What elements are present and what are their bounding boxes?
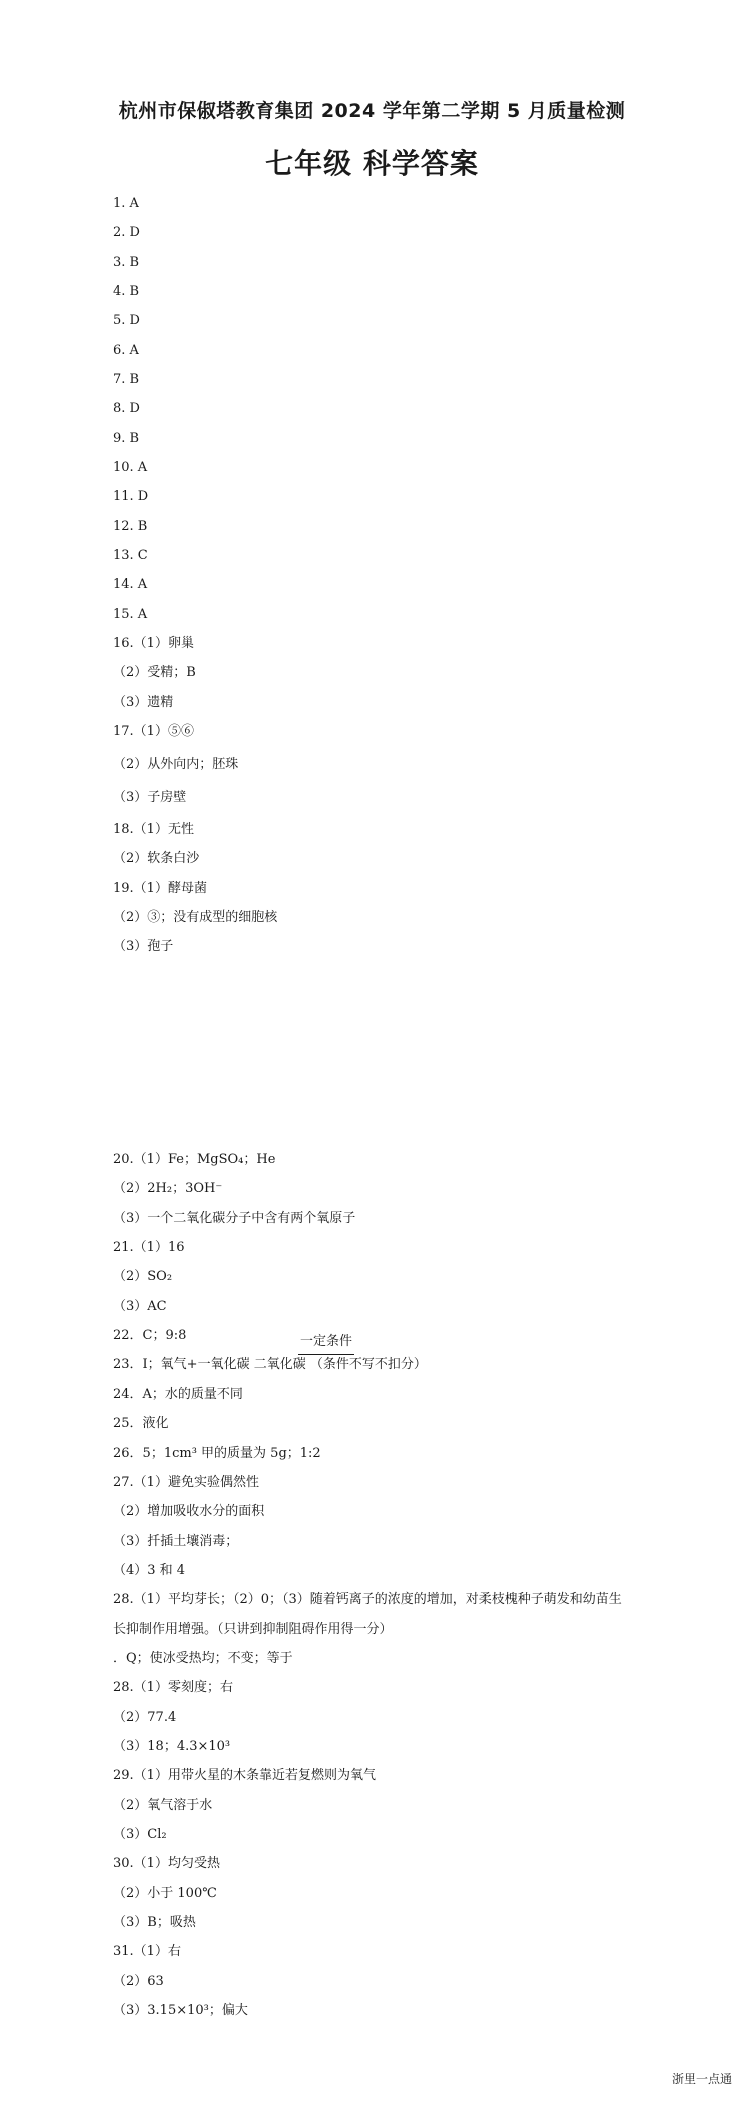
footer-watermark: 浙里一点通 [671,2072,732,2086]
answer-line: （3）子房壁 [113,790,187,805]
answer-line: 9. B [113,431,140,446]
answer-line: （3）一个二氧化碳分子中含有两个氧原子 [113,1211,356,1226]
answer-line: 15. A [113,607,148,622]
answer-line: 17.（1）⑤⑥ [113,724,194,739]
answer-line: 13. C [113,548,148,563]
answer-line: 18.（1）无性 [113,822,194,837]
answer-line: 28.（1）平均芽长；（2）0；（3）随着钙离子的浓度的增加，对柔枝槐种子萌发和幼苗生 [113,1592,622,1607]
answer-line: （3）3.15×10³；偏大 [113,2003,248,2018]
answer-line: 24．A；水的质量不同 [113,1387,243,1402]
answer-line: 28.（1）零刻度；右 [113,1680,233,1695]
answer-line: （2）小于 100℃ [113,1886,217,1901]
answer-line: 12. B [113,519,148,534]
answer-line: 3. B [113,255,140,270]
reaction-condition [296,1334,356,1350]
answer-line: 29.（1）用带火星的木条靠近若复燃则为氧气 [113,1768,376,1783]
answer-line: 31.（1）右 [113,1944,181,1959]
answer-line: 6. A [113,343,139,358]
answer-line: 20.（1）Fe；MgSO₄；He [113,1152,276,1167]
answer-line: 27.（1）避免实验偶然性 [113,1475,259,1490]
answer-line: 1. A [113,196,139,211]
answer-line: 21.（1）16 [113,1240,185,1255]
answer-line: 10. A [113,460,148,475]
answer-line: 16.（1）卵巢 [113,636,194,651]
answer-line: 30.（1）均匀受热 [113,1856,220,1871]
answer-line: （2）2H₂；3OH⁻ [113,1181,223,1196]
answer-line: 11. D [113,489,149,504]
reaction-condition-label: 一定条件 [299,1334,352,1349]
answer-line: 8. D [113,401,140,416]
answer-line: （3）AC [113,1299,167,1314]
answer-line: （3）孢子 [113,939,174,954]
answer-line: 26．5；1cm³ 甲的质量为 5g；1:2 [113,1446,321,1461]
answer-line: （2）63 [113,1974,164,1989]
answer-line: 14. A [113,577,148,592]
answer-line: 23．I；氧气+一氧化碳 二氧化碳 （条件不写不扣分） [113,1357,427,1372]
answer-line: 2. D [113,225,140,240]
answer-line: 4. B [113,284,140,299]
answer-line: 5. D [113,313,140,328]
answer-line: （2）从外向内；胚珠 [113,757,239,772]
document-subtitle: 七年级 科学答案 [265,147,479,180]
answer-line: （4）3 和 4 [113,1563,186,1578]
document-title: 杭州市保俶塔教育集团 2024 学年第二学期 5 月质量检测 [118,100,626,122]
answer-line: （2）SO₂ [113,1269,173,1284]
answer-line: （2）软条白沙 [113,851,200,866]
answer-line: （2）氧气溶于水 [113,1798,213,1813]
answer-line: （2）增加吸收水分的面积 [113,1504,265,1519]
answer-line: ．Q；使冰受热均；不变；等于 [113,1651,293,1666]
answer-line: （2）77.4 [113,1710,177,1725]
answer-line: （3）Cl₂ [113,1827,167,1842]
answer-line: （3）18；4.3×10³ [113,1739,231,1754]
answer-line: 22．C；9:8 [113,1328,187,1343]
answer-line: 长抑制作用增强。（只讲到抑制阻碍作用得一分） [113,1622,393,1637]
answer-line: （3）扦插土壤消毒； [113,1534,239,1549]
answer-line: （3）遗精 [113,695,174,710]
reaction-arrow [298,1354,354,1355]
answer-line: （3）B；吸热 [113,1915,196,1930]
answer-line: 19.（1）酵母菌 [113,881,207,896]
answer-line: （2）受精；B [113,665,196,680]
answer-line: 25．液化 [113,1416,169,1431]
answer-line: 7. B [113,372,140,387]
answer-line: （2）③；没有成型的细胞核 [113,910,278,925]
